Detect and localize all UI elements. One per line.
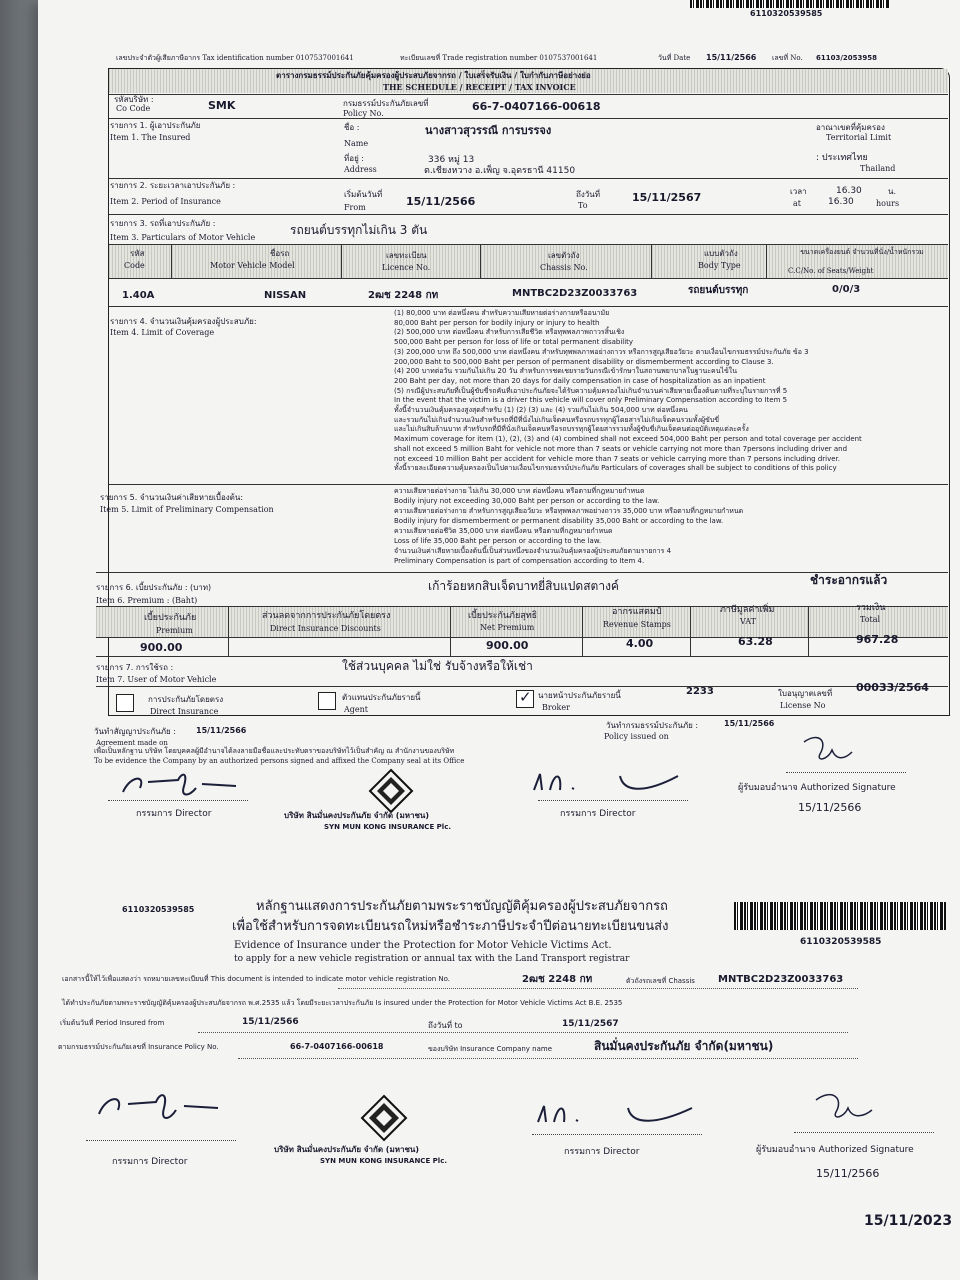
vehicle-use: ใช้ส่วนบุคคล ไม่ใช่ รับจ้างหรือให้เช่า [342, 659, 533, 673]
col-divider [450, 607, 451, 657]
divider [109, 178, 948, 179]
divider [96, 656, 948, 657]
number-label: เลขที่ No. [772, 54, 803, 62]
stamps-value: 4.00 [626, 637, 654, 650]
title-english: THE SCHEDULE / RECEIPT / TAX INVOICE [383, 82, 576, 92]
ph-vat-en: VAT [740, 617, 756, 626]
divider [109, 94, 948, 95]
evidence-barcode-number: 6110320539585 [800, 937, 882, 947]
company-logo-2 [360, 1094, 408, 1142]
address-line2: ต.เชียงหวาง อ.เพ็ญ จ.อุดรธานี 41150 [424, 166, 576, 176]
broker-checkbox[interactable] [516, 690, 534, 708]
evidence-title-th2: เพื่อใช้สำหรับการจดทะเบียนรถใหม่หรือชำระภาษีประจำปีต่อนายทะเบียนขนส่ง [232, 919, 669, 934]
coverage-line: 500,000 Baht per person for loss of life or total permanent disability [394, 338, 634, 347]
signature-line [86, 1140, 236, 1141]
company-name-th: บริษัท สินมั่นคงประกันภัย จำกัด (มหาชน) [284, 811, 430, 820]
company-logo [368, 768, 414, 814]
item6-label-en: Item 6. Premium : (Baht) [96, 596, 198, 605]
from-label: เริ่มต้นวันที่ [344, 190, 383, 199]
evidence-to: 15/11/2567 [562, 1019, 619, 1029]
director-label-3: กรรมการ Director [112, 1157, 188, 1167]
vh-cc: ขนาดเครื่องยนต์ จำนวนที่นั่ง/น้ำหนักรวม [800, 248, 924, 256]
coverage-line: ทั้งนี้รายละเอียดความคุ้มครองเป็นไปตามเงื่อนไขกรมธรรม์ประกันภัย Particulars of coverages shall be subject to conditions of this policy [394, 464, 837, 473]
preliminary-line: จำนวนเงินค่าเสียหายเบื้องต้นนี้เป็นส่วนหนึ่งของจำนวนเงินคุ้มครองผู้ประสบภัยตามรายการ 4 [394, 547, 672, 555]
evidence-company-label: ของบริษัท Insurance Company name [428, 1045, 553, 1053]
col-divider [690, 607, 691, 657]
col-divider [228, 607, 229, 657]
header-date: 15/11/2566 [706, 53, 757, 62]
time-start: 16.30 [836, 186, 862, 196]
authorized-signature [798, 730, 868, 770]
ph-premium-en: Premium [156, 626, 193, 635]
vehicle-cc: 0/0/3 [832, 284, 861, 295]
header-number: 61103/2053958 [816, 54, 878, 62]
title-thai: ตารางกรมธรรม์ประกันภัยคุ้มครองผู้ประสบภัยจากรถ / ใบเสร็จรับเงิน / ใบกำกับภาษีอย่างย่อ [276, 71, 591, 80]
direct-label: การประกันภัยโดยตรง [148, 695, 224, 704]
company-name-en-2: SYN MUN KONG INSURANCE Plc. [320, 1157, 448, 1165]
issued-date: 15/11/2566 [724, 719, 775, 728]
item3-label: รายการ 3. รถที่เอาประกันภัย : [110, 219, 216, 228]
ph-discount-en: Direct Insurance Discounts [270, 624, 381, 633]
preliminary-line: Loss of life 35,000 Baht per person or according to the law. [394, 537, 602, 545]
item1-label: รายการ 1. ผู้เอาประกันภัย [110, 121, 201, 130]
evidence-title-en2: to apply for a new vehicle registration or annual tax with the Land Transport registrar [234, 954, 630, 964]
preliminary-line: ความเสียหายต่อร่างกาย ไม่เกิน 30,000 บาท ต่อหนึ่งคน หรือตามที่กฎหมายกำหนด [394, 487, 645, 495]
agreement-label: วันทำสัญญาประกันภัย : [94, 727, 176, 736]
insured-name: นางสาวสุวรรณี การบรรจง [425, 124, 552, 137]
vh-model: ชื่อรถ [270, 249, 290, 258]
preliminary-text [394, 486, 743, 566]
item7-label: รายการ 7. การใช้รถ : [96, 663, 174, 672]
premium-in-words: เก้าร้อยหกสิบเจ็ดบาทยี่สิบแปดสตางค์ [428, 579, 619, 593]
co-code-value: SMK [208, 99, 236, 112]
vat-value: 63.28 [738, 635, 773, 648]
from-label-en: From [344, 203, 366, 212]
territory-label: อาณาเขตที่คุ้มครอง [816, 123, 885, 132]
coverage-line: 200 Baht per day, not more than 20 days for daily compensation in case of hospitalization as an inpatient [394, 376, 766, 385]
col-divider [171, 245, 172, 278]
evidence-policy-number: 66-7-0407166-00618 [290, 1042, 384, 1051]
evidence-from-label: เริ่มต้นวันที่ Period Insured from [60, 1019, 165, 1027]
vehicle-model: NISSAN [264, 290, 307, 301]
vh-code: รหัส [130, 249, 145, 258]
coverage-line: และรวมกันไม่เกินจำนวนเงินสำหรับรถที่มีที่นั่งไม่เกินเจ็ดคนหรือรถบรรทุกผู้โดยสารไม่เกินเจ็ดคนรวมทั้งผู้ขับขี่ [394, 415, 720, 424]
stamp-paid: ชำระอากรแล้ว [810, 573, 888, 587]
coverage-line: 200,000 Baht to 500,000 Baht per person of permanent disability or dismemberment according to Clause 3. [394, 357, 774, 366]
coverage-line: (5) กรณีผู้ประสบภัยที่เป็นผู้ขับขี่รถคันที่เอาประกันภัยจะได้รับความคุ้มครองไม่เกินจำนวนค่าเสียหายเบื้องต้นตามที่ระบุในรายการที่ 5 [394, 386, 788, 395]
coverage-line: shall not exceed 5 million Baht for vehicle not more than 7 seats or vehicle carrying not more than 7persons including driver and [394, 444, 848, 453]
top-doc-number: 6110320539585 [750, 9, 823, 18]
authorized-label-2: ผู้รับมอบอำนาจ Authorized Signature [756, 1145, 914, 1155]
vh-model-en: Motor Vehicle Model [210, 261, 295, 270]
reg-number: 2ฒช 2248 กท [522, 974, 593, 985]
vehicle-code: 1.40A [122, 290, 155, 301]
item7-label-en: Item 7. User of Motor Vehicle [96, 675, 217, 684]
coverage-line: 80,000 Baht per person for bodily injury or injury to health [394, 318, 600, 327]
preliminary-line: Bodily injury not exceeding 30,000 Baht per person or according to the law. [394, 497, 660, 505]
ph-total-en: Total [860, 615, 881, 624]
territory-label-en: Territorial Limit [826, 133, 892, 142]
coverage-line: not exceed 10 million Baht per accident for vehicle more than 7 seats or vehicle carrying more than 7 persons including driver. [394, 454, 840, 463]
evidence-doc-number: 6110320539585 [122, 905, 195, 914]
document-sheet [38, 0, 960, 1280]
background-surface [0, 0, 38, 1280]
address-line1: 336 หมู่ 13 [428, 155, 475, 165]
coverage-line: (3) 200,000 บาท ถึง 500,000 บาท ต่อหนึ่งคน สำหรับทุพพลภาพอย่างถาวร หรือการสูญเสียอวัยวะ ตามเงื่อนไขกรมธรรม์ประกันภัย ข้อ 3 [394, 347, 809, 356]
period-to: 15/11/2567 [632, 191, 702, 204]
director-signature-1 [118, 768, 248, 808]
vh-body: แบบตัวถัง [704, 249, 738, 258]
unit-label: น. [888, 187, 897, 196]
item3-label-en: Item 3. Particulars of Motor Vehicle [110, 233, 256, 242]
company-name-en: SYN MUN KONG INSURANCE Plc. [324, 823, 452, 831]
co-code-label: รหัสบริษัท : [114, 95, 154, 104]
country-en: Thailand [860, 164, 896, 173]
col-divider [651, 245, 652, 278]
preliminary-line: ความเสียหายต่อร่างกาย สำหรับการสูญเสียอวัยวะ หรือทุพพลภาพอย่างถาวร 35,000 บาท หรือตามที่กฎหมายกำหนด [394, 507, 744, 515]
chassis-number: MNTBC2D23Z0033763 [718, 974, 844, 985]
dotted-line [238, 1058, 858, 1059]
item2-label-en: Item 2. Period of Insurance [110, 197, 221, 206]
ph-net-en: Net Premium [480, 623, 535, 632]
divider [96, 637, 948, 638]
broker-label: นายหน้าประกันภัยรายนี้ [538, 691, 621, 700]
vh-licence: เลขทะเบียน [386, 251, 427, 260]
evidence-title-en1: Evidence of Insurance under the Protection for Motor Vehicle Victims Act. [234, 940, 612, 951]
total-value: 967.28 [856, 633, 899, 646]
authorized-signature-2 [810, 1086, 890, 1130]
premium-value: 900.00 [140, 641, 183, 654]
issued-label-en: Policy issued on [604, 732, 669, 741]
agent-label-en: Agent [344, 705, 368, 714]
signature-line [532, 1134, 702, 1135]
item4-label-en: Item 4. Limit of Coverage [110, 328, 215, 337]
item4-label: รายการ 4. จำนวนเงินคุ้มครองผู้ประสบภัย: [110, 317, 257, 326]
broker-code: 2233 [686, 686, 714, 697]
item1-label-en: Item 1. The Insured [110, 133, 191, 142]
item5-label: รายการ 5. จำนวนเงินค่าเสียหายเบื้องต้น: [100, 493, 244, 502]
agreement-label-en: Agreement made on [96, 739, 168, 747]
policy-number: 66-7-0407166-00618 [472, 100, 601, 113]
authorized-label: ผู้รับมอบอำนาจ Authorized Signature [738, 783, 896, 793]
divider [109, 118, 948, 119]
divider [109, 484, 948, 485]
address-label: ที่อยู่ : [344, 154, 365, 163]
evidence-title-th1: หลักฐานแสดงการประกันภัยตามพระราชบัญญัติคุ้มครองผู้ประสบภัยจากรถ [256, 899, 668, 914]
trade-registration: ทะเบียนเลขที่ Trade registration number 0107537001641 [400, 54, 598, 62]
divider [109, 214, 948, 215]
dotted-line [198, 1032, 848, 1033]
insured-statement: ได้ทำประกันภัยตามพระราชบัญญัติคุ้มครองผู้ประสบภัยจากรถ พ.ศ.2535 แล้ว โดยมีระยะเวลาประกันภัย Is insured under the Protection for Motor Vehicle Victims Act B.E. 2535 [62, 999, 623, 1007]
issued-label: วันทำกรมธรรม์ประกันภัย : [606, 721, 699, 730]
dotted-line [338, 988, 858, 989]
director-signature-4 [532, 1094, 712, 1134]
ph-total: รวมเงิน [856, 603, 886, 613]
vh-chassis: เลขตัวถัง [548, 251, 580, 260]
net-premium-value: 900.00 [486, 639, 529, 652]
director-label-2: กรรมการ Director [560, 809, 636, 819]
country: : ประเทศไทย [816, 153, 868, 163]
coverage-line: Maximum coverage for item (1), (2), (3) and (4) combined shall not exceed 504,000 Baht per person and total coverage per accident [394, 435, 862, 444]
evidence-company: สินมั่นคงประกันภัย จำกัด(มหาชน) [594, 1039, 774, 1053]
ph-premium: เบี้ยประกันภัย [144, 613, 197, 623]
coverage-line: (4) 200 บาทต่อวัน รวมกันไม่เกิน 20 วัน สำหรับการชดเชยรายวันกรณีเข้ารักษาในสถานพยาบาลในฐานะคนไข้ใน [394, 367, 737, 376]
time-label: เวลา [790, 187, 807, 196]
to-label-en: To [578, 201, 588, 210]
col-divider [766, 245, 767, 278]
vh-body-en: Body Type [698, 261, 741, 270]
preliminary-line: ความเสียหายต่อชีวิต 35,000 บาท ต่อหนึ่งคน หรือตามที่กฎหมายกำหนด [394, 527, 613, 535]
divider [109, 278, 948, 279]
coverage-text [394, 309, 862, 474]
evidence-to-label: ถึงวันที่ to [428, 1021, 463, 1030]
preliminary-line: Preliminary Compensation is part of compensation according to Item 4. [394, 557, 645, 565]
signature-line [786, 772, 906, 773]
to-label: ถึงวันที่ [576, 190, 600, 199]
evidence-barcode [734, 902, 946, 930]
reg-label: เอกสารนี้ให้ไว้เพื่อแสดงว่า รถหมายเลขทะเบียนที่ This document is intended to indicate motor vehicle registration No. [62, 975, 451, 983]
signature-line [794, 1132, 934, 1133]
coverage-line: In the event that the victim is a driver this vehicle will cover only Preliminary Compensation according to Item 5 [394, 396, 788, 405]
coverage-line: และไม่เกินสิบล้านบาท สำหรับรถที่มีที่นั่งเกินเจ็ดคนหรือรถบรรทุกผู้โดยสารรวมทั้งผู้ขับขี่เกินเจ็ดคนต่ออุบัติเหตุแต่ละครั้ง [394, 425, 749, 434]
ph-discount: ส่วนลดจากการประกันภัยโดยตรง [262, 611, 391, 621]
tax-id: เลขประจำตัวผู้เสียภาษีอากร Tax identification number 0107537001641 [116, 54, 354, 62]
broker-label-en: Broker [542, 703, 570, 712]
vehicle-chassis: MNTBC2D23Z0033763 [512, 288, 638, 299]
director-signature-2 [528, 762, 698, 802]
coverage-line: (2) 500,000 บาท ต่อหนึ่งคน สำหรับการเสียชีวิต หรือทุพพลภาพถาวรสิ้นเชิง [394, 328, 625, 337]
coverage-line: (1) 80,000 บาท ต่อหนึ่งคน สำหรับความเสียหายต่อร่างกายหรืออนามัย [394, 309, 610, 317]
unit-label-en: hours [876, 199, 900, 208]
vehicle-body: รถยนต์บรรทุก [688, 285, 749, 296]
license-number: 00033/2564 [856, 681, 929, 694]
item5-label-en: Item 5. Limit of Preliminary Compensation [100, 505, 274, 514]
license-label-en: License No [780, 701, 826, 710]
evidence-from: 15/11/2566 [242, 1017, 299, 1027]
agent-label: ตัวแทนประกันภัยรายนี้ [342, 693, 421, 702]
divider [109, 306, 948, 307]
ph-vat: ภาษีมูลค่าเพิ่ม [720, 605, 775, 615]
col-divider [808, 607, 809, 657]
direct-insurance-checkbox[interactable] [116, 694, 134, 712]
vh-chassis-en: Chassis No. [540, 263, 588, 272]
time-label-en: at [793, 199, 801, 208]
vehicle-licence: 2ฒช 2248 กท [368, 290, 439, 301]
coverage-line: ทั้งนี้จำนวนเงินคุ้มครองสูงสุดสำหรับ (1) (2) (3) และ (4) รวมกันไม่เกิน 504,000 บาท ต่อหนึ่งคน [394, 406, 688, 415]
address-label-en: Address [344, 165, 377, 174]
signature-line [108, 800, 248, 801]
signature-line [538, 800, 688, 801]
col-divider [480, 245, 481, 278]
col-divider [582, 607, 583, 657]
ph-net: เบี้ยประกันภัยสุทธิ [468, 611, 538, 621]
agreement-date: 15/11/2566 [196, 726, 247, 735]
vehicle-type-desc: รถยนต์บรรทุกไม่เกิน 3 ตัน [290, 223, 428, 237]
name-label-en: Name [344, 139, 369, 148]
director-signature-3 [94, 1086, 234, 1132]
director-label-4: กรรมการ Director [564, 1147, 640, 1157]
top-barcode [690, 0, 890, 8]
ph-stamps-en: Revenue Stamps [603, 620, 671, 629]
authorized-date-2: 15/11/2566 [816, 1167, 880, 1180]
chassis-label: ตัวถังรถเลขที่ Chassis [626, 977, 695, 985]
vh-cc-en: C.C/No. of Seats/Weight [788, 267, 874, 275]
agent-checkbox[interactable] [318, 692, 336, 710]
director-label-1: กรรมการ Director [136, 809, 212, 819]
policy-label: กรมธรรม์ประกันภัยเลขที่ [343, 99, 429, 108]
evidence-statement-en: To be evidence the Company by an authorized persons signed and affixed the Company seal at its Office [94, 757, 465, 765]
co-code-label-en: Co Code [116, 104, 151, 113]
license-label: ใบอนุญาตเลขที่ [778, 689, 833, 698]
time-end: 16.30 [828, 197, 854, 207]
vh-code-en: Code [124, 261, 145, 270]
checkmark-icon: ✓ [519, 688, 532, 706]
col-divider [341, 245, 342, 278]
ph-stamps: อากรแสตมป์ [612, 607, 662, 617]
evidence-statement: เพื่อเป็นหลักฐาน บริษัท โดยบุคคลผู้มีอำนาจได้ลงลายมือชื่อและประทับตราของบริษัทไว้เป็นสำคัญ ณ สำนักงานของบริษัท [94, 747, 455, 755]
evidence-policy-label: ตามกรมธรรม์ประกันภัยเลขที่ Insurance Policy No. [58, 1043, 219, 1051]
name-label: ชื่อ : [344, 123, 360, 132]
item2-label: รายการ 2. ระยะเวลาเอาประกันภัย : [110, 181, 236, 190]
bottom-date: 15/11/2023 [864, 1213, 953, 1229]
item6-label: รายการ 6. เบี้ยประกันภัย : (บาท) [96, 583, 212, 592]
direct-label-en: Direct Insurance [150, 707, 219, 716]
date-label: วันที่ Date [658, 54, 691, 62]
company-name-th-2: บริษัท สินมั่นคงประกันภัย จำกัด (มหาชน) [274, 1145, 420, 1154]
authorized-date: 15/11/2566 [798, 801, 862, 814]
divider [96, 686, 948, 687]
vh-licence-en: Licence No. [382, 263, 431, 272]
preliminary-line: Bodily injury for dismemberment or permanent disability 35,000 Baht or according to the law. [394, 517, 724, 525]
policy-label-en: Policy No. [343, 109, 384, 118]
period-from: 15/11/2566 [406, 195, 476, 208]
